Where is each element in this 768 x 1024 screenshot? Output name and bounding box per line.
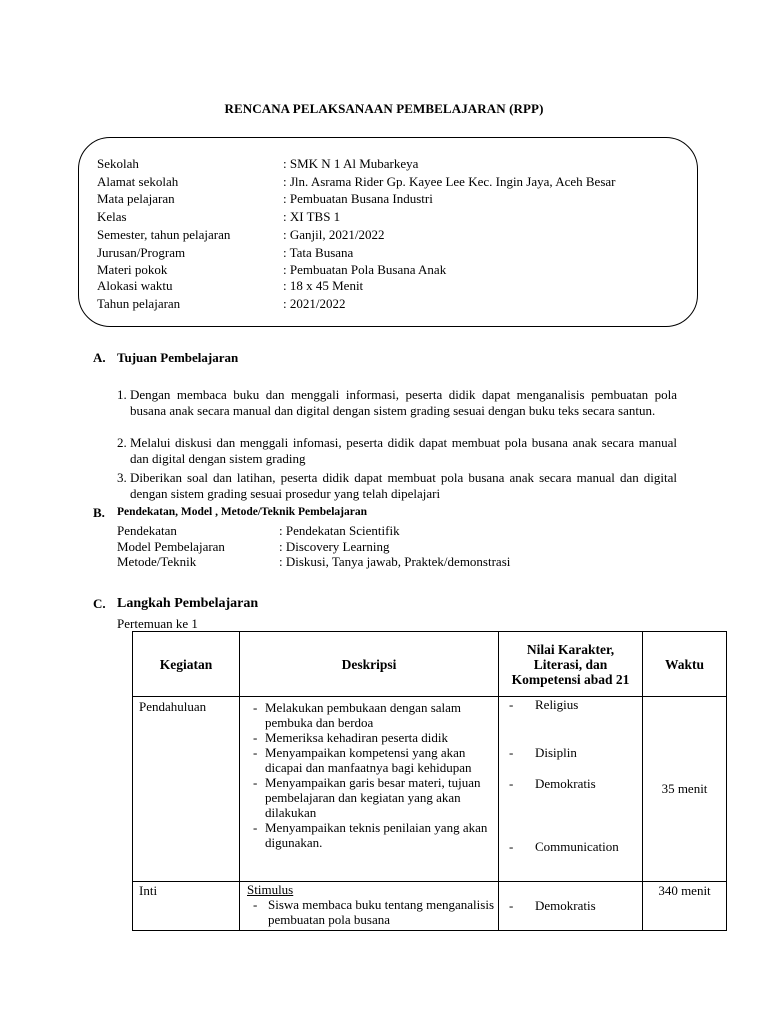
deskripsi-cell bbox=[240, 882, 499, 931]
info-value: : SMK N 1 Al Mubarkeya bbox=[283, 156, 419, 171]
info-label: Kelas bbox=[97, 209, 127, 224]
info-label: Semester, tahun pelajaran bbox=[97, 227, 231, 242]
section-letter: C. bbox=[93, 596, 106, 611]
column-header-deskripsi: Deskripsi bbox=[240, 632, 499, 697]
learning-steps-table bbox=[132, 631, 727, 931]
value-item: - Demokratis bbox=[509, 776, 596, 791]
info-value: : XI TBS 1 bbox=[283, 209, 341, 224]
objective-text: Dengan membaca buku dan menggali informasi, peserta didik dapat menganalisis pembuatan pola busana anak secara manual dan digital dengan sistem grading sesuai dengan buku teks secara santun. bbox=[130, 387, 677, 418]
section-title: Langkah Pembelajaran bbox=[117, 596, 259, 611]
list-item-text: Menyampaikan garis besar materi, tujuan pembelajaran dan kegiatan yang akan dilakukan bbox=[265, 775, 481, 820]
objective-text: Diberikan soal dan latihan, peserta didik dapat membuat pola busana anak secara manual dan digital dengan sistem grading sesuai prosedur yang telah dipelajari bbox=[130, 470, 677, 501]
section-letter: B. bbox=[93, 505, 105, 520]
list-item: - Menyampaikan teknis penilaian yang akan digunakan. bbox=[253, 820, 488, 850]
info-value: : Ganjil, 2021/2022 bbox=[283, 227, 385, 242]
column-header-waktu: Waktu bbox=[643, 632, 727, 697]
objective-item bbox=[117, 387, 677, 418]
info-label: Tahun pelajaran bbox=[97, 296, 181, 311]
info-label: Sekolah bbox=[97, 156, 139, 171]
section-letter: A. bbox=[93, 350, 106, 365]
list-item: - Menyampaikan kompetensi yang akan dicapai dan manfaatnya bagi kehidupan bbox=[253, 745, 472, 775]
list-item: - Melakukan pembukaan dengan salam pembuka dan berdoa bbox=[253, 700, 462, 730]
list-item: - Menyampaikan garis besar materi, tujuan pembelajaran dan kegiatan yang akan dilakukan bbox=[253, 775, 481, 820]
value-name: Disiplin bbox=[535, 745, 577, 760]
value-item: - Demokratis bbox=[509, 898, 596, 913]
info-value: : Pembuatan Busana Industri bbox=[283, 191, 433, 206]
approach-label: Model Pembelajaran bbox=[117, 539, 225, 554]
info-label: Jurusan/Program bbox=[97, 245, 186, 260]
nilai-cell bbox=[499, 882, 643, 931]
objective-item bbox=[117, 435, 677, 466]
column-header-kegiatan: Kegiatan bbox=[133, 632, 240, 697]
approach-value: : Discovery Learning bbox=[279, 539, 390, 554]
section-title: Pendekatan, Model , Metode/Teknik Pembelajaran bbox=[117, 506, 368, 518]
objective-number: 2. bbox=[117, 435, 127, 450]
value-name: Demokratis bbox=[535, 898, 596, 913]
info-value: : Pembuatan Pola Busana Anak bbox=[283, 262, 447, 277]
approach-row bbox=[117, 554, 511, 570]
approach-label: Pendekatan bbox=[117, 523, 177, 538]
table-row bbox=[133, 697, 727, 882]
approach-row bbox=[117, 539, 390, 555]
waktu-cell: 35 menit bbox=[643, 697, 727, 882]
kegiatan-cell: Inti bbox=[133, 882, 240, 931]
value-item: - Disiplin bbox=[509, 745, 577, 760]
list-item-text: Siswa membaca buku tentang menganalisis pembuatan pola busana bbox=[268, 897, 495, 927]
approach-value: : Diskusi, Tanya jawab, Praktek/demonstrasi bbox=[279, 554, 511, 569]
value-item: - Communication bbox=[509, 839, 619, 854]
stimulus-heading: Stimulus bbox=[247, 882, 294, 897]
deskripsi-cell bbox=[240, 697, 499, 882]
kegiatan-cell: Pendahuluan bbox=[133, 697, 240, 882]
value-name: Religius bbox=[535, 697, 579, 712]
approach-label: Metode/Teknik bbox=[117, 554, 197, 569]
approach-value: : Pendekatan Scientifik bbox=[279, 523, 400, 538]
list-item-text: Memeriksa kehadiran peserta didik bbox=[265, 730, 449, 745]
list-item-text: Menyampaikan teknis penilaian yang akan digunakan. bbox=[265, 820, 488, 850]
value-item: - Religius bbox=[509, 697, 579, 712]
approach-row bbox=[117, 523, 400, 539]
info-value: : 2021/2022 bbox=[283, 296, 346, 311]
value-name: Communication bbox=[535, 839, 619, 854]
info-label: Materi pokok bbox=[97, 262, 168, 277]
list-item-text: Melakukan pembukaan dengan salam pembuka dan berdoa bbox=[265, 700, 462, 730]
value-name: Demokratis bbox=[535, 776, 596, 791]
list-item: - Siswa membaca buku tentang menganalisis pembuatan pola busana bbox=[253, 897, 495, 927]
objective-text: Melalui diskusi dan menggali infomasi, peserta didik dapat membuat pola busana anak secara manual dan digital dengan sistem grading bbox=[130, 435, 677, 466]
info-label: Alokasi waktu bbox=[97, 278, 173, 293]
list-item-text: Menyampaikan kompetensi yang akan dicapai dan manfaatnya bagi kehidupan bbox=[265, 745, 472, 775]
info-label: Mata pelajaran bbox=[97, 191, 175, 206]
meeting-label: Pertemuan ke 1 bbox=[117, 616, 198, 631]
objective-number: 3. bbox=[117, 470, 127, 485]
info-value: : 18 x 45 Menit bbox=[283, 278, 364, 293]
table-row bbox=[133, 882, 727, 931]
table-header-row bbox=[133, 632, 727, 697]
objective-item bbox=[117, 470, 677, 501]
list-item: - Memeriksa kehadiran peserta didik bbox=[253, 730, 449, 745]
column-header-nilai: Nilai Karakter, Literasi, dan Kompetensi abad 21 bbox=[499, 632, 643, 697]
section-title: Tujuan Pembelajaran bbox=[117, 350, 239, 365]
nilai-cell bbox=[499, 697, 643, 882]
objective-number: 1. bbox=[117, 387, 127, 402]
page-title: RENCANA PELAKSANAAN PEMBELAJARAN (RPP) bbox=[224, 101, 544, 116]
waktu-cell: 340 menit bbox=[643, 882, 727, 931]
info-value: : Jln. Asrama Rider Gp. Kayee Lee Kec. Ingin Jaya, Aceh Besar bbox=[283, 174, 616, 189]
info-label: Alamat sekolah bbox=[97, 174, 179, 189]
info-value: : Tata Busana bbox=[283, 245, 354, 260]
